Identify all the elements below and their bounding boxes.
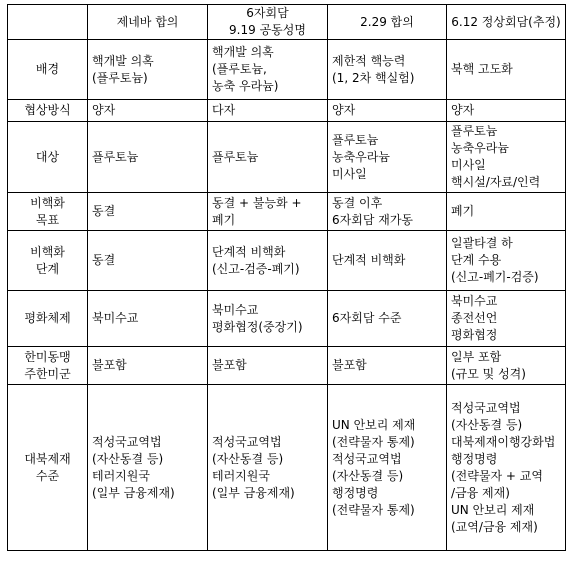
- row-header: [8, 231, 88, 291]
- row-header-text: 평화체제: [24, 311, 71, 325]
- cell-text: 미사일: [451, 158, 486, 172]
- cell-text: 폐기: [212, 212, 236, 227]
- cell-text: 핵시설/자료/인력: [451, 175, 541, 189]
- cell-text: (전략물자 + 교역: [451, 468, 543, 483]
- cell-text: (규모 및 성격): [451, 366, 526, 381]
- cell-text: 농축 우라늄): [212, 79, 279, 93]
- row-peace-regime: [8, 291, 566, 347]
- cell-229: [328, 100, 447, 122]
- header-text: 9.19 공동성명: [229, 23, 306, 37]
- cell-229: [328, 291, 447, 347]
- cell-text: 일괄타결 하: [451, 236, 513, 250]
- cell-text: 불포함: [332, 358, 367, 372]
- row-header-text: 비핵화: [30, 244, 65, 259]
- cell-geneva: [88, 291, 208, 347]
- cell-text: 불포함: [212, 358, 247, 372]
- cell-text: 제한적 핵능력: [332, 53, 406, 68]
- cell-text: (1, 2차 핵실험): [332, 70, 415, 85]
- cell-text: 적성국교역법: [332, 451, 402, 466]
- cell-text: 적성국교역법: [212, 434, 282, 449]
- cell-text: 농축우라늄: [332, 149, 390, 164]
- cell-text: (자산동결 등): [92, 451, 164, 466]
- cell-text: 일부 포함: [451, 349, 502, 364]
- table-body: [8, 40, 566, 551]
- row-header-text: 목표: [35, 212, 60, 227]
- cell-text: 종전선언: [451, 311, 498, 325]
- cell-text: 대북제재이행강화법: [451, 434, 556, 449]
- cell-six-party: [208, 385, 328, 551]
- cell-text: UN 안보리 제재: [332, 417, 416, 432]
- cell-text: 플루토늄: [332, 132, 379, 147]
- cell-six-party: [208, 193, 328, 231]
- header-corner: [8, 5, 88, 40]
- cell-612: [447, 193, 566, 231]
- header-612: [447, 5, 566, 40]
- cell-text: 동결: [92, 253, 116, 267]
- cell-text: 단계적 비핵화: [212, 244, 286, 259]
- cell-text: 평화협정: [451, 328, 498, 342]
- cell-text: 적성국교역법: [451, 400, 521, 415]
- cell-text: 미사일: [332, 166, 367, 181]
- row-header-text: 대북제재: [24, 451, 71, 466]
- cell-text: 핵개발 의혹: [92, 53, 154, 68]
- row-sanctions: [8, 385, 566, 551]
- cell-text: (신고-폐기-검증): [451, 270, 539, 284]
- row-header-text: 배경: [35, 62, 60, 76]
- cell-text: 북미수교: [451, 294, 498, 308]
- row-target: [8, 122, 566, 193]
- cell-text: 양자: [332, 103, 356, 117]
- row-header-text: 대상: [35, 149, 60, 164]
- row-negotiation-method: [8, 100, 566, 122]
- cell-612: [447, 231, 566, 291]
- header-six-party: [208, 5, 328, 40]
- cell-geneva: [88, 40, 208, 100]
- cell-text: 핵개발 의혹: [212, 45, 274, 59]
- negotiation-comparison-table: [7, 4, 566, 551]
- cell-text: 북핵 고도화: [451, 62, 513, 76]
- cell-612: [447, 40, 566, 100]
- cell-text: (자산동결 등): [212, 451, 284, 466]
- row-header: [8, 193, 88, 231]
- cell-229: [328, 122, 447, 193]
- cell-229: [328, 385, 447, 551]
- cell-six-party: [208, 231, 328, 291]
- cell-text: 동결 이후: [332, 195, 383, 210]
- row-header: [8, 291, 88, 347]
- cell-text: 6자회담 재가동: [332, 212, 414, 227]
- cell-text: 평화협정(중장기): [212, 319, 303, 334]
- row-denuclearization-goal: [8, 193, 566, 231]
- row-header: [8, 347, 88, 385]
- cell-text: (일부 금융제재): [212, 485, 295, 500]
- cell-text: (전략물자 통제): [332, 502, 415, 517]
- cell-text: (플루토늄): [92, 70, 148, 85]
- cell-text: (일부 금융제재): [92, 485, 175, 500]
- cell-text: 플루토늄: [212, 149, 259, 164]
- cell-text: 동결 + 불능화 +: [212, 195, 302, 210]
- row-background: [8, 40, 566, 100]
- cell-geneva: [88, 231, 208, 291]
- row-header-text: 한미동맹: [24, 349, 71, 364]
- cell-text: 양자: [92, 103, 116, 117]
- header-row: [8, 5, 566, 40]
- cell-geneva: [88, 122, 208, 193]
- row-header: [8, 385, 88, 551]
- row-header: [8, 100, 88, 122]
- cell-text: 북미수교: [212, 302, 259, 317]
- cell-text: (자산동결 등): [451, 417, 523, 432]
- cell-229: [328, 40, 447, 100]
- cell-612: [447, 347, 566, 385]
- cell-612: [447, 100, 566, 122]
- row-header-text: 수준: [35, 468, 60, 483]
- cell-text: (전략물자 통제): [332, 434, 415, 449]
- cell-geneva: [88, 385, 208, 551]
- cell-six-party: [208, 347, 328, 385]
- cell-text: 단계 수용: [451, 253, 502, 267]
- cell-text: (신고-검증-폐기): [212, 261, 300, 276]
- cell-text: 다자: [212, 103, 236, 117]
- cell-text: 행정명령: [451, 451, 498, 466]
- cell-text: 적성국교역법: [92, 434, 162, 449]
- cell-six-party: [208, 122, 328, 193]
- cell-text: 테러지원국: [212, 468, 270, 483]
- row-header-text: 단계: [35, 261, 60, 276]
- cell-geneva: [88, 347, 208, 385]
- header-229: [328, 5, 447, 40]
- row-header: [8, 122, 88, 193]
- row-header-text: 주한미군: [24, 366, 71, 381]
- row-header: [8, 40, 88, 100]
- cell-text: 폐기: [451, 204, 475, 218]
- cell-text: 양자: [451, 103, 475, 117]
- row-header-text: 비핵화: [30, 195, 65, 210]
- cell-text: 테러지원국: [92, 468, 150, 483]
- cell-229: [328, 347, 447, 385]
- header-text: 6.12 정상회담(추정): [451, 14, 561, 29]
- cell-geneva: [88, 100, 208, 122]
- cell-text: (교역/금융 제재): [451, 519, 538, 534]
- cell-six-party: [208, 100, 328, 122]
- header-text: 2.29 합의: [360, 14, 414, 29]
- cell-612: [447, 385, 566, 551]
- cell-612: [447, 122, 566, 193]
- cell-text: 북미수교: [92, 311, 139, 325]
- cell-text: 단계적 비핵화: [332, 253, 406, 267]
- cell-six-party: [208, 40, 328, 100]
- cell-text: 행정명령: [332, 485, 379, 500]
- row-denuclearization-steps: [8, 231, 566, 291]
- cell-text: 플루토늄: [92, 149, 139, 164]
- cell-229: [328, 193, 447, 231]
- header-geneva: [88, 5, 208, 40]
- cell-text: 불포함: [92, 358, 127, 372]
- row-alliance: [8, 347, 566, 385]
- cell-text: UN 안보리 제재: [451, 502, 535, 517]
- cell-text: 농축우라늄: [451, 141, 509, 155]
- header-text: 제네바 합의: [116, 14, 179, 29]
- cell-text: 6자회담 수준: [332, 311, 402, 325]
- cell-text: 플루토늄: [451, 124, 498, 138]
- cell-text: (플루토늄,: [212, 62, 267, 76]
- row-header-text: 협상방식: [24, 103, 71, 117]
- cell-612: [447, 291, 566, 347]
- header-text: 6자회담: [246, 6, 289, 20]
- cell-229: [328, 231, 447, 291]
- cell-six-party: [208, 291, 328, 347]
- cell-text: 동결: [92, 204, 116, 218]
- cell-text: (자산동결 등): [332, 468, 404, 483]
- cell-geneva: [88, 193, 208, 231]
- cell-text: /금융 제재): [451, 485, 510, 500]
